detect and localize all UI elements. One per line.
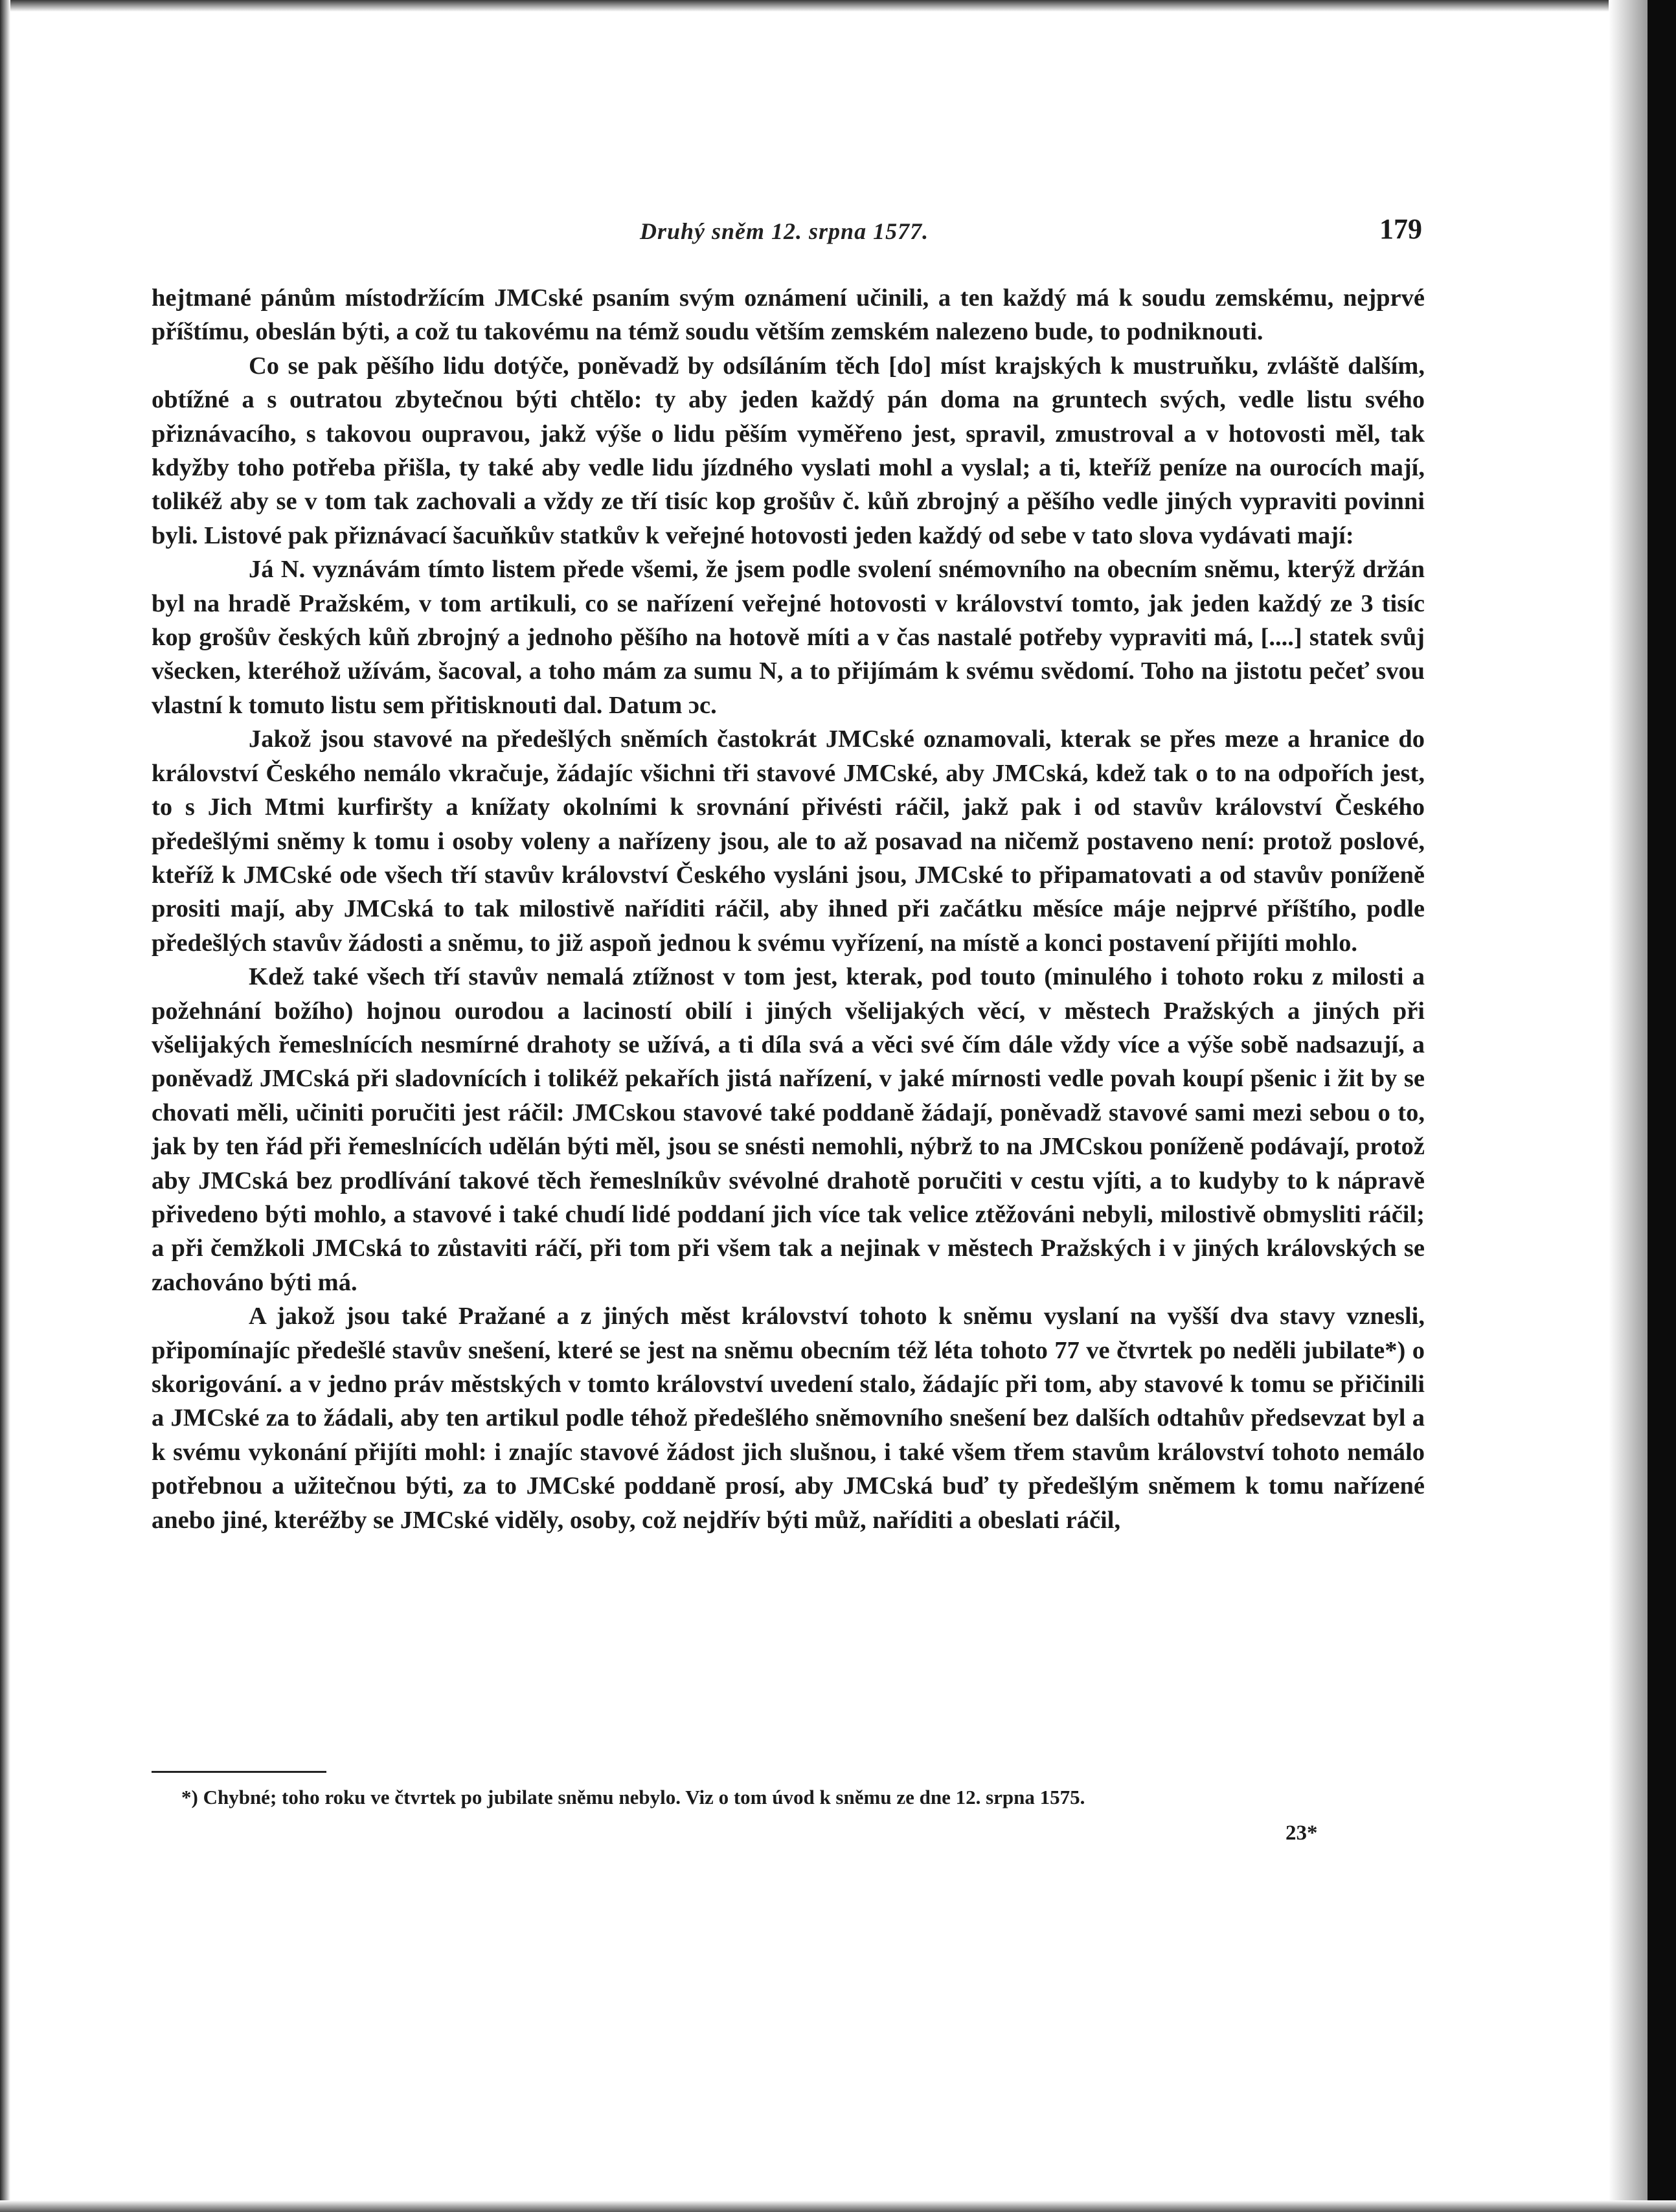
footnote: *) Chybné; toho roku ve čtvrtek po jubilate sněmu nebylo. Viz o tom úvod k sněmu ze dne 12. srpna 1575.: [181, 1786, 1085, 1808]
running-title: Druhý sněm 12. srpna 1577.: [640, 218, 929, 244]
signature-mark: 23*: [1285, 1821, 1318, 1845]
page-number: 179: [1379, 213, 1422, 245]
paragraph: Kdež také všech tří stavův nemalá ztížnost v tom jest, kterak, pod touto (minulého i tohoto roku z milosti a požehnání božího) hojnou ourodou a laciností obilí i jiných všelijakých věcí, v městech Pražských a jiných při všelijakých řemeslnících nesmírné drahoty se užívá, a ti díla svá a věci své čím dále vždy více a výše sobě nadsazují, a poněvadž JMCská při sladovnících i tolikéž pekařích jistá nařízení, v jaké mírnosti vedle povah koupí pšenic i žit by se chovati měli, učiniti poručiti jest ráčil: JMCskou stavové také poddaně žádají, poněvadž stavové sami mezi sebou o to, jak by ten řád při řemeslnících udělán býti měl, jsou se snésti nemohli, nýbrž to na JMCskou poníženě podávají, protož aby JMCská bez prodlívání takové těch řemeslníkův svévolné drahotě poručiti v cestu vjíti, a to kudyby to k nápravě přivedeno býti mohlo, a stavové i také chudí lidé poddaní jich více tak velice ztěžováni nebyli, milostivě obmysliti ráčil; a při čemžkoli JMCská to zůstaviti ráčí, při tom při všem tak a nejinak v městech Pražských i v jiných královských se zachováno býti má.: [152, 963, 1425, 1296]
paragraph: hejtmané pánům místodržícím JMCské psaním svým oznámení učinili, a ten každý má k soudu zemskému, nejprvé příštímu, obeslán býti, a což tu takovému na témž soudu větším zemském nalezeno bude, to podniknouti.: [152, 284, 1425, 346]
paragraph: Já N. vyznávám tímto listem přede všemi, že jsem podle svolení snémovního na obecním sněmu, kterýž držán byl na hradě Pražském, v tom artikuli, co se nařízení veřejné hotovosti v království tomto, jak jeden každý ze 3 tisíc kop grošův českých kůň zbrojný a jednoho pěšího na hotově míti a v čas nastalé potřeby vypraviti má, [....] statek svůj všecken, kteréhož užívám, šacoval, a toho mám za sumu N, a to přijímám k svému svědomí. Toho na jistotu pečeť svou vlastní k tomuto listu sem přitisknouti dal. Datum ɔc.: [152, 556, 1425, 719]
paragraph: A jakož jsou také Pražané a z jiných měst království tohoto k sněmu vyslaní na vyšší dva stavy vznesli, připomínajíc předešlé stavův snešení, které se jest na sněmu obecním též léta tohoto 77 ve čtvrtek po neděli jubilate*) o skorigování. a v jedno práv městských v tomto království uvedení stalo, žádajíc při tom, aby stavové k tomu se přičinili a JMCské za to žádali, aby ten artikul podle téhož předešlého sněmovního snešení bez dalších odtahův předsevzat byl a k svému vykonání přijíti mohl: i znajíc stavové žádost jich slušnou, i také všem třem stavům království tohoto nemálo potřebnou a užitečnou býti, za to JMCské poddaně prosí, aby JMCská buď ty předešlým sněmem k tomu nařízené anebo jiné, kteréžby se JMCské viděly, osoby, což nejdřív býti můž, naříditi a obeslati ráčil,: [152, 1303, 1425, 1534]
scan-edge-left: [0, 0, 10, 2212]
scan-edge-top: [0, 0, 1676, 12]
footnote-divider: [152, 1771, 326, 1773]
body-text: [152, 281, 1425, 1537]
paragraph: Jakož jsou stavové na předešlých sněmích častokrát JMCské oznamovali, kterak se přes meze a hranice do království Českého nemálo vkračuje, žádajíc všichni tři stavové JMCské, aby JMCská, kdež tak o to na odpořích jest, to s Jich Mtmi kurfiršty a knížaty okolními k srovnání přivésti ráčil, jakž pak i od stavův království Českého předešlými sněmy k tomu i osoby voleny a nařízeny jsou, ale to až posavad na ničemž postaveno není: protož poslové, kteříž k JMCské ode všech tří stavův království Českého vysláni jsou, JMCské to připamatovati a od stavův poníženě prositi mají, aby JMCská to tak milostivě naříditi ráčil, aby ihned při začátku měsíce máje nejprvé příštího, podle předešlých stavův žádosti a sněmu, to již aspoň jednou k svému vyřízení, na místě a konci postavení přijíti mohlo.: [152, 725, 1425, 957]
paragraph: Co se pak pěšího lidu dotýče, poněvadž by odsíláním těch [do] míst krajských k mustruňku, zvláště dalším, obtížné a s outratou zbytečnou býti chtělo: ty aby jeden každý pán doma na gruntech svých, vedle listu svého přiznávacího, s takovou oupravou, jakž výše o lidu pěším vyměřeno jest, spravil, zmustroval a v hotovosti měl, tak kdyžby toho potřeba přišla, ty také aby vedle lidu jízdného vyslati mohl a vyslal; a ti, kteříž peníze na ourocích mají, tolikéž aby se v tom tak zachovali a vždy ze tří tisíc kop grošův č. kůň zbrojný a pěšího vedle jiných vypraviti povinni byli. Listové pak přiznávací šacuňkův statkův k veřejné hotovosti jeden každý od sebe v tato slova vydávati mají:: [152, 352, 1425, 549]
scan-edge-right: [1648, 0, 1676, 2212]
scan-edge-bottom: [0, 2200, 1676, 2212]
scan-edge-right-shadow: [1609, 0, 1648, 2212]
